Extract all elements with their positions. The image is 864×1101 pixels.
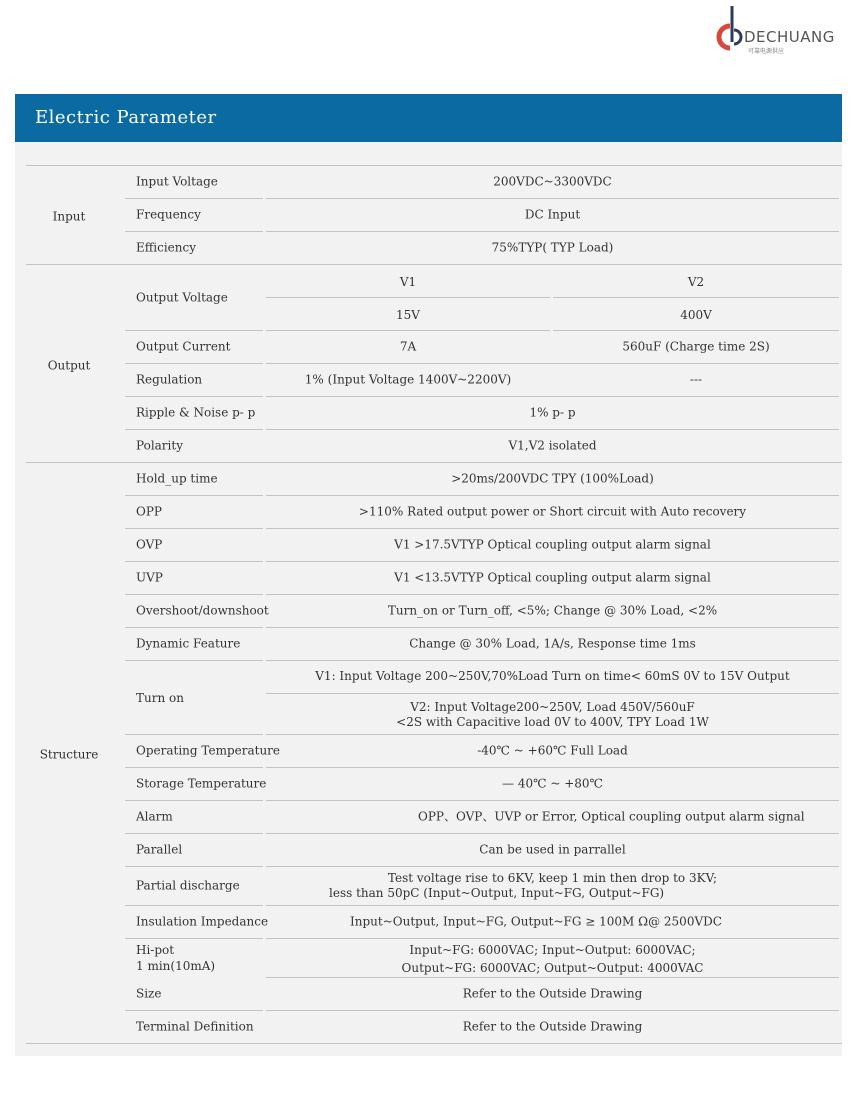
row-value: Refer to the Outside Drawing [462, 986, 643, 1001]
hipot-line2: Output~FG: 6000VAC; Output~Output: 4000VAC [401, 961, 704, 975]
row-label: Insulation Impedance [136, 914, 269, 929]
logo-mark-icon [708, 6, 748, 56]
row-label: Parallel [136, 842, 183, 857]
table-row [15, 906, 842, 938]
row-label: Turn on [136, 691, 184, 705]
row-value: Refer to the Outside Drawing [462, 1019, 643, 1034]
table-row [15, 801, 842, 833]
turn-on-v2-line1: V2: Input Voltage200~250V, Load 450V/560uF [410, 700, 695, 714]
turn-on-v1: V1: Input Voltage 200~250V,70%Load Turn on time< 60mS 0V to 15V Output [315, 669, 790, 683]
row-label: Alarm [136, 809, 173, 824]
row-label: Regulation [136, 372, 203, 387]
group-label-input: Input [52, 209, 86, 224]
row-label: Storage Temperature [136, 776, 267, 791]
row-value: V1 >17.5VTYP Optical coupling output alarm signal [394, 537, 711, 552]
table-row [15, 166, 842, 198]
table-bottom-divider [26, 1043, 842, 1044]
table-row [15, 661, 842, 734]
table-row [15, 430, 842, 462]
v1-header: V1 [399, 275, 417, 289]
row-value: Turn_on or Turn_off, <5%; Change @ 30% Load, <2% [387, 603, 718, 618]
row-label: Ripple & Noise p- p [136, 405, 256, 420]
table-row [15, 496, 842, 528]
v2-value: 400V [680, 308, 712, 322]
row-value: Change @ 30% Load, 1A/s, Response time 1ms [409, 636, 696, 651]
row-label-line2: 1 min(10mA) [136, 959, 216, 973]
row-value: >110% Rated output power or Short circuit with Auto recovery [358, 504, 747, 519]
brand-name: DECHUANG [744, 28, 835, 46]
table-row [15, 1011, 842, 1043]
row-value: 200VDC~3300VDC [493, 174, 612, 189]
table-row [15, 199, 842, 231]
table-row [15, 768, 842, 800]
v1-value: 1% (Input Voltage 1400V~2200V) [304, 372, 512, 387]
row-label: Input Voltage [136, 174, 218, 189]
row-label: Frequency [136, 207, 201, 222]
table-row [15, 232, 842, 264]
row-value: — 40℃ ~ +80℃ [502, 776, 603, 791]
table-row [15, 939, 842, 977]
dechuang-logo [708, 6, 848, 56]
row-value: Can be used in parrallel [479, 842, 626, 857]
turn-on-v2-line2: <2S with Capacitive load 0V to 400V, TPY Load 1W [396, 715, 709, 729]
table-row [15, 331, 842, 363]
page-title: Electric Parameter [15, 94, 842, 142]
row-label: Size [136, 986, 162, 1001]
row-value: -40℃ ~ +60℃ Full Load [477, 743, 628, 758]
table-row [15, 463, 842, 495]
row-label: Output Voltage [136, 290, 228, 304]
v2-value: --- [689, 372, 703, 387]
row-label-line1: Hi-pot [136, 943, 175, 957]
table-row [15, 834, 842, 866]
group-label-output: Output [47, 358, 91, 373]
table-row [15, 978, 842, 1010]
v2-value: 560uF (Charge time 2S) [622, 339, 770, 354]
hipot-line1: Input~FG: 6000VAC; Input~Output: 6000VAC; [409, 943, 696, 957]
row-label: Operating Temperature [136, 743, 281, 758]
v1-value: 7A [399, 339, 417, 354]
table-row [15, 529, 842, 561]
row-value: OPP、OVP、UVP or Error, Optical coupling output alarm signal [418, 809, 805, 824]
table-row [15, 397, 842, 429]
brand-tagline: 可靠电源供应 [748, 48, 785, 55]
table-row [15, 265, 842, 330]
row-value: V1,V2 isolated [508, 438, 597, 453]
v1-value: 15V [396, 308, 420, 322]
table-row [15, 735, 842, 767]
table-row [15, 364, 842, 396]
row-label: OPP [136, 504, 162, 519]
row-label: Dynamic Feature [136, 636, 241, 651]
row-label: Hold_up time [136, 471, 218, 486]
row-label: Terminal Definition [136, 1019, 254, 1034]
partial-discharge-line1: Test voltage rise to 6KV, keep 1 min then drop to 3KV; [387, 871, 718, 885]
row-value: 1% p- p [529, 405, 576, 420]
partial-discharge-line2: less than 50pC (Input~Output, Input~FG, Output~FG) [329, 886, 665, 900]
row-label: OVP [136, 537, 163, 552]
row-label: Output Current [136, 339, 231, 354]
parameter-card [15, 94, 842, 1056]
table-row [15, 562, 842, 594]
table-row [15, 595, 842, 627]
row-label: Polarity [136, 438, 183, 453]
row-value: Input~Output, Input~FG, Output~FG ≥ 100M Ω@ 2500VDC [350, 914, 722, 929]
row-label: Efficiency [136, 240, 197, 255]
row-label: UVP [136, 570, 163, 585]
table-row [15, 628, 842, 660]
row-value: DC Input [524, 207, 581, 222]
table-row [15, 867, 842, 905]
row-value: V1 <13.5VTYP Optical coupling output alarm signal [394, 570, 711, 585]
row-label: Overshoot/downshoot [136, 603, 269, 618]
group-label-structure: Structure [39, 747, 99, 762]
row-value: >20ms/200VDC TPY (100%Load) [451, 471, 654, 486]
row-label: Partial discharge [136, 878, 240, 893]
v2-header: V2 [687, 275, 705, 289]
row-value: 75%TYP( TYP Load) [491, 240, 614, 255]
